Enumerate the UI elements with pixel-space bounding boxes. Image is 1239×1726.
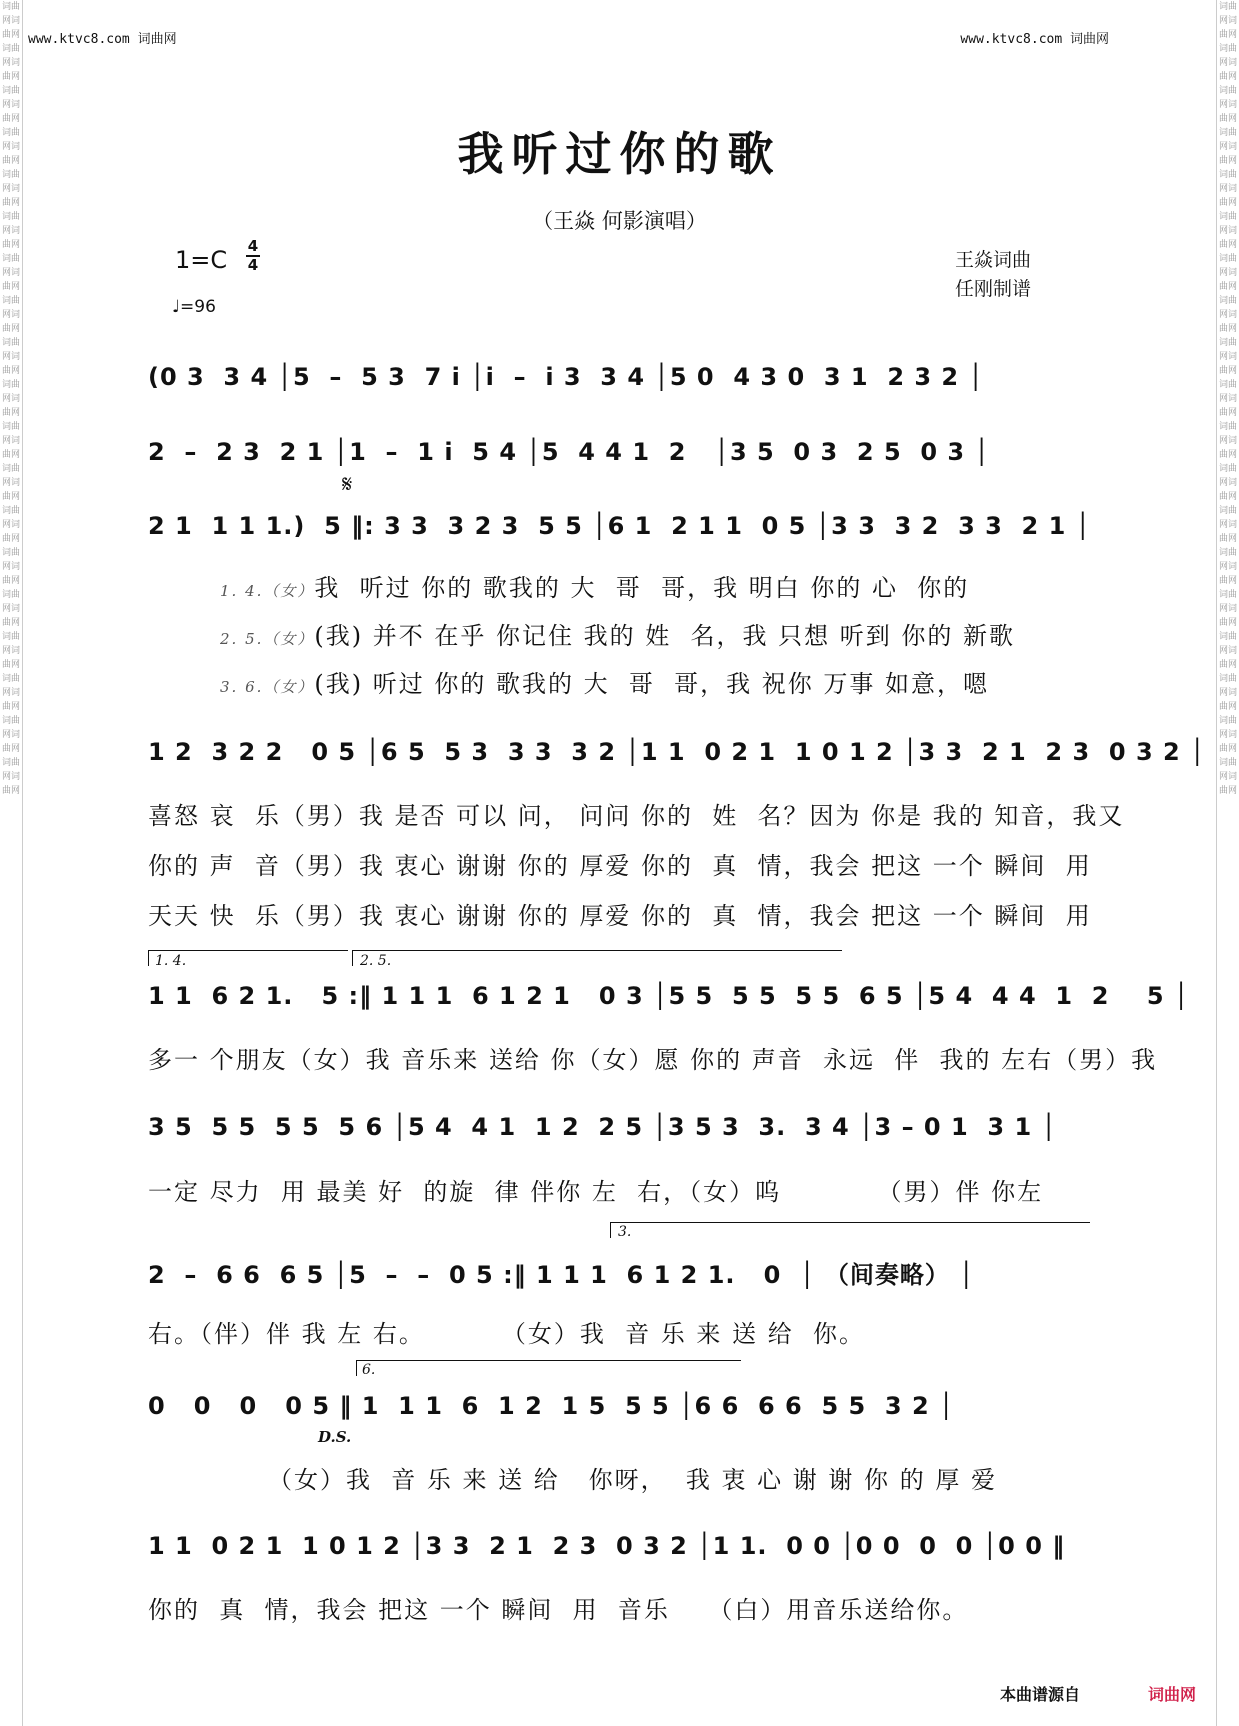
verse-1-text: 我 听过 你的 歌我的 大 哥 哥，我 明白 你的 心 你的 — [314, 574, 970, 602]
notes-row-1: (0 3 3 4 │5 – 5 3 7 i │i – i 3 3 4 │5 0 4 3 0 3 1 2 3 2 │ — [148, 363, 984, 391]
lyric-verse-1 — [220, 568, 969, 603]
score-row-8 — [148, 1392, 1108, 1432]
header-right: www.ktvc8.com 词曲网 — [960, 32, 1109, 47]
lyric-row-8: （女）我 音 乐 来 送 给 你呀， 我 衷 心 谢 谢 你 的 厚 爱 — [268, 1466, 997, 1494]
volta-3-line — [610, 1222, 1090, 1223]
volta-6-line — [356, 1360, 741, 1361]
score-row-9 — [148, 1532, 1108, 1572]
score-row-2 — [148, 438, 1108, 478]
header-left: www.ktvc8.com 词曲网 — [28, 32, 177, 47]
lyric-row-4c: 天天 快 乐（男）我 衷心 谢谢 你的 厚爱 你的 真 情，我会 把这 一个 瞬间 用 — [148, 902, 1092, 930]
volta-2-label: 2. 5. — [360, 953, 392, 969]
notes-row-3: 2 1 1 1 1.) 5 ‖: 3 3 3 2 3 5 5 │6 1 2 1 1 0 5 │3 3 3 2 3 3 2 1 │ — [148, 512, 1092, 540]
lyric-verse-2 — [220, 616, 1015, 651]
notes-row-7: 2 – 6 6 6 5 │5 – – 0 5 :‖ 1 1 1 6 1 2 1. 0 │ （间奏略） │ — [148, 1261, 975, 1289]
time-top: 4 — [247, 237, 259, 255]
ds-mark: D.S. — [318, 1428, 352, 1446]
time-bottom: 4 — [247, 256, 259, 274]
footer-site[interactable]: 词曲网 — [1148, 1685, 1197, 1704]
verse-2-text: (我) 并不 在乎 你记住 我的 姓 名，我 只想 听到 你的 新歌 — [314, 622, 1016, 650]
verse-1-label: 1. 4.（女） — [220, 582, 315, 600]
score-row-4 — [148, 738, 1206, 778]
volta-3-hook — [610, 1222, 611, 1238]
verse-3-label: 3. 6.（女） — [220, 678, 315, 696]
score-row-7 — [148, 1255, 1108, 1295]
song-subtitle: （王焱 何影演唱） — [532, 209, 707, 233]
right-watermark: 词曲网词曲网词曲网词曲网词曲网词曲网词曲网词曲网词曲网词曲网词曲网词曲网词曲网词曲网词曲网词曲网词曲网词曲网词曲网词曲网词曲网词曲网词曲网词曲网词曲网词曲网词曲网词曲网词曲网词曲网词曲网词曲网词曲网词曲网词曲网词曲网词曲网词曲网 — [1219, 2, 1237, 796]
lyricist-credit: 王焱词曲 — [955, 249, 1032, 271]
lyric-row-5: 多一 个朋友（女）我 音乐来 送给 你（女）愿 你的 声音 永远 伴 我的 左右（男）我 — [148, 1046, 1158, 1074]
segno-mark: 𝄋 — [342, 470, 353, 498]
footer-source: 本曲谱源自 — [1000, 1685, 1081, 1704]
right-divider — [1216, 0, 1217, 1726]
verse-3-text: (我) 听过 你的 歌我的 大 哥 哥，我 祝你 万事 如意，嗯 — [314, 670, 990, 698]
tempo-mark: ♩=96 — [172, 297, 216, 317]
left-divider — [22, 0, 23, 1726]
volta-6-label: 6. — [362, 1362, 376, 1378]
transcriber-credit: 任刚制谱 — [955, 278, 1032, 300]
lyric-row-4a: 喜怒 哀 乐（男）我 是否 可以 问， 问问 你的 姓 名？因为 你是 我的 知音，我又 — [148, 802, 1125, 830]
time-signature — [246, 238, 260, 274]
notes-row-9: 1 1 0 2 1 1 0 1 2 │3 3 2 1 2 3 0 3 2 │1 1. 0 0 │0 0 0 0 │0 0 ‖ — [148, 1532, 1066, 1560]
lyric-row-7: 右。（伴）伴 我 左 右。 （女）我 音 乐 来 送 给 你。 — [148, 1320, 865, 1348]
song-title: 我听过你的歌 — [457, 127, 782, 181]
volta-1-line — [148, 950, 348, 951]
score-row-6 — [148, 1113, 1108, 1153]
notes-row-4: 1 2 3 2 2 0 5 │6 5 5 3 3 3 3 2 │1 1 0 2 1 1 0 1 2 │3 3 2 1 2 3 0 3 2 │ — [148, 738, 1206, 766]
left-watermark: 词曲网词曲网词曲网词曲网词曲网词曲网词曲网词曲网词曲网词曲网词曲网词曲网词曲网词曲网词曲网词曲网词曲网词曲网词曲网词曲网词曲网词曲网词曲网词曲网词曲网词曲网词曲网词曲网词曲网词曲网词曲网词曲网词曲网词曲网词曲网词曲网词曲网词曲网 — [2, 2, 20, 796]
lyric-row-6: 一定 尽力 用 最美 好 的旋 律 伴你 左 右，（女）呜 （男）伴 你左 — [148, 1178, 1044, 1206]
notes-row-2: 2 – 2 3 2 1 │1 – 1 i 5 4 │5 4 4 1 2 │3 5 0 3 2 5 0 3 │ — [148, 438, 990, 466]
notes-row-5: 1 1 6 2 1. 5 :‖ 1 1 1 6 1 2 1 0 3 │5 5 5 5 5 5 6 5 │5 4 4 4 1 2 5 │ — [148, 982, 1190, 1010]
lyric-row-9: 你的 真 情，我会 把这 一个 瞬间 用 音乐 （白）用音乐送给你。 — [148, 1596, 969, 1624]
volta-2-line — [352, 950, 842, 951]
volta-6-hook — [356, 1360, 357, 1376]
lyric-row-4b: 你的 声 音（男）我 衷心 谢谢 你的 厚爱 你的 真 情，我会 把这 一个 瞬间 用 — [148, 852, 1092, 880]
volta-2-hook — [352, 950, 353, 966]
notes-row-8: 0 0 0 0 5 ‖ 1 1 1 6 1 2 1 5 5 5 │6 6 6 6 5 5 3 2 │ — [148, 1392, 955, 1420]
score-row-3 — [148, 512, 1108, 552]
notes-row-6: 3 5 5 5 5 5 5 6 │5 4 4 1 1 2 2 5 │3 5 3 3. 3 4 │3 – 0 1 3 1 │ — [148, 1113, 1057, 1141]
verse-2-label: 2. 5.（女） — [220, 630, 315, 648]
lyric-verse-3 — [220, 664, 989, 699]
volta-1-hook — [148, 950, 149, 966]
key-signature: 1=C — [175, 246, 228, 274]
score-row-5 — [148, 982, 1190, 1022]
volta-3-label: 3. — [618, 1224, 632, 1240]
score-row-1 — [148, 363, 1108, 403]
volta-1-label: 1. 4. — [155, 953, 187, 969]
